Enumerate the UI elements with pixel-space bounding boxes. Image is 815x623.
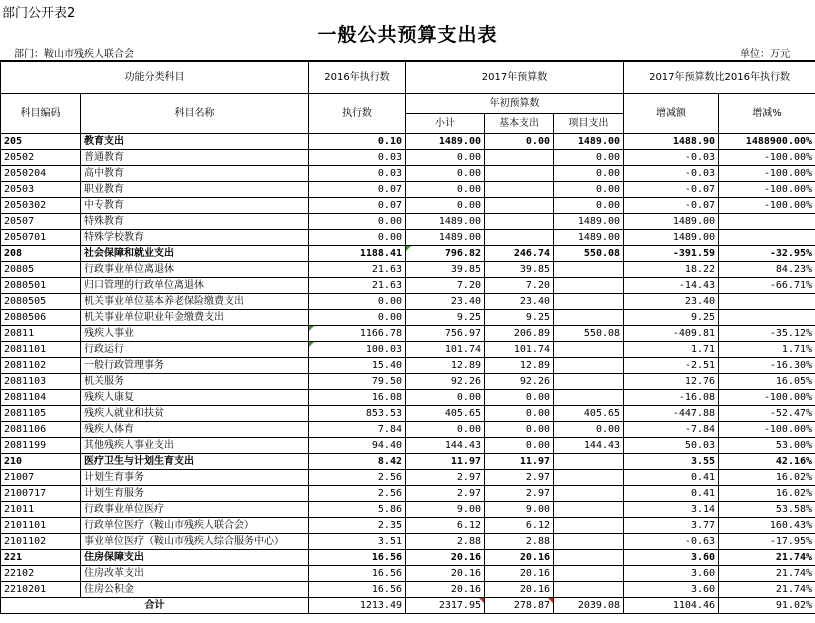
cell-change: -0.03: [624, 150, 719, 166]
cell-change: 9.25: [624, 310, 719, 326]
cell-project: [554, 454, 624, 470]
cell-code: 208: [1, 246, 81, 262]
cell-exec: 79.50: [309, 374, 406, 390]
sheet-name: 部门公开表2: [2, 6, 76, 21]
cell-pct: 1488900.00%: [719, 134, 815, 150]
cell-code: 20507: [1, 214, 81, 230]
table-row: [1, 374, 815, 390]
header-pct: 增减%: [719, 94, 815, 134]
cell-basic: 92.26: [485, 374, 554, 390]
total-change: 1104.46: [624, 598, 719, 614]
cell-exec: 21.63: [309, 262, 406, 278]
cell-project: 550.08: [554, 326, 624, 342]
cell-subtotal: 0.00: [406, 150, 485, 166]
cell-name: 事业单位医疗（鞍山市残疾人综合服务中心）: [81, 534, 309, 550]
cell-code: 221: [1, 550, 81, 566]
cell-basic: 0.00: [485, 134, 554, 150]
cell-exec: 94.40: [309, 438, 406, 454]
table-row: [1, 582, 815, 598]
cell-pct: 42.16%: [719, 454, 815, 470]
cell-basic: 20.16: [485, 566, 554, 582]
cell-project: [554, 310, 624, 326]
cell-subtotal: 6.12: [406, 518, 485, 534]
cell-subtotal: 9.00: [406, 502, 485, 518]
total-label: 合计: [1, 598, 309, 614]
cell-code: 20805: [1, 262, 81, 278]
cell-basic: 23.40: [485, 294, 554, 310]
cell-basic: 2.97: [485, 470, 554, 486]
cell-basic: 2.97: [485, 486, 554, 502]
cell-code: 22102: [1, 566, 81, 582]
cell-change: 18.22: [624, 262, 719, 278]
cell-subtotal: 405.65: [406, 406, 485, 422]
cell-exec: 15.40: [309, 358, 406, 374]
cell-project: 1489.00: [554, 134, 624, 150]
cell-basic: 12.89: [485, 358, 554, 374]
cell-exec: 1188.41: [309, 246, 406, 262]
cell-exec: 0.10: [309, 134, 406, 150]
cell-project: 405.65: [554, 406, 624, 422]
cell-pct: 1.71%: [719, 342, 815, 358]
total-exec: 1213.49: [309, 598, 406, 614]
cell-pct: [719, 294, 815, 310]
cell-basic: 6.12: [485, 518, 554, 534]
cell-change: 3.77: [624, 518, 719, 534]
cell-code: 2080506: [1, 310, 81, 326]
cell-basic: 0.00: [485, 406, 554, 422]
cell-basic: 2.88: [485, 534, 554, 550]
cell-change: 23.40: [624, 294, 719, 310]
cell-exec: 21.63: [309, 278, 406, 294]
cell-subtotal: 1489.00: [406, 214, 485, 230]
cell-subtotal: 796.82: [406, 246, 485, 262]
cell-project: 0.00: [554, 182, 624, 198]
cell-pct: 21.74%: [719, 550, 815, 566]
cell-pct: -17.95%: [719, 534, 815, 550]
cell-project: [554, 470, 624, 486]
cell-pct: 160.43%: [719, 518, 815, 534]
table-row: [1, 566, 815, 582]
cell-pct: -66.71%: [719, 278, 815, 294]
cell-name: 残疾人体育: [81, 422, 309, 438]
total-subtotal: 2317.95: [406, 598, 485, 614]
cell-subtotal: 92.26: [406, 374, 485, 390]
cell-exec: 0.07: [309, 198, 406, 214]
cell-pct: -35.12%: [719, 326, 815, 342]
cell-exec: 3.51: [309, 534, 406, 550]
cell-project: [554, 582, 624, 598]
cell-code: 2210201: [1, 582, 81, 598]
cell-pct: 21.74%: [719, 582, 815, 598]
header-name: 科目名称: [81, 94, 309, 134]
cell-project: 0.00: [554, 422, 624, 438]
cell-pct: [719, 310, 815, 326]
cell-name: 计划生育服务: [81, 486, 309, 502]
cell-name: 职业教育: [81, 182, 309, 198]
cell-pct: -100.00%: [719, 182, 815, 198]
cell-name: 特殊教育: [81, 214, 309, 230]
cell-code: 2050204: [1, 166, 81, 182]
unit-label: 单位：万元: [740, 49, 790, 60]
cell-subtotal: 0.00: [406, 198, 485, 214]
cell-subtotal: 0.00: [406, 182, 485, 198]
header-basic: 基本支出: [485, 114, 554, 134]
cell-code: 20811: [1, 326, 81, 342]
cell-exec: 2.56: [309, 470, 406, 486]
cell-project: [554, 278, 624, 294]
cell-basic: 20.16: [485, 550, 554, 566]
cell-project: [554, 566, 624, 582]
cell-subtotal: 144.43: [406, 438, 485, 454]
cell-exec: 0.03: [309, 150, 406, 166]
cell-exec: 0.00: [309, 310, 406, 326]
cell-pct: -52.47%: [719, 406, 815, 422]
cell-exec: 16.08: [309, 390, 406, 406]
cell-project: [554, 502, 624, 518]
cell-change: -447.88: [624, 406, 719, 422]
cell-change: -0.63: [624, 534, 719, 550]
cell-change: -0.03: [624, 166, 719, 182]
header-change: 增减额: [624, 94, 719, 134]
total-project: 2039.08: [554, 598, 624, 614]
cell-name: 计划生育事务: [81, 470, 309, 486]
cell-change: 1489.00: [624, 214, 719, 230]
cell-name: 残疾人就业和扶贫: [81, 406, 309, 422]
cell-change: -0.07: [624, 198, 719, 214]
cell-code: 21007: [1, 470, 81, 486]
cell-basic: 101.74: [485, 342, 554, 358]
cell-subtotal: 9.25: [406, 310, 485, 326]
cell-project: 550.08: [554, 246, 624, 262]
cell-change: 3.14: [624, 502, 719, 518]
cell-exec: 100.03: [309, 342, 406, 358]
cell-code: 20502: [1, 150, 81, 166]
cell-subtotal: 20.16: [406, 582, 485, 598]
cell-subtotal: 39.85: [406, 262, 485, 278]
budget-table: [0, 61, 815, 614]
cell-pct: -100.00%: [719, 198, 815, 214]
cell-basic: 20.16: [485, 582, 554, 598]
cell-project: [554, 390, 624, 406]
cell-name: 行政事业单位离退休: [81, 262, 309, 278]
cell-name: 住房公积金: [81, 582, 309, 598]
cell-code: 2081101: [1, 342, 81, 358]
cell-subtotal: 0.00: [406, 390, 485, 406]
cell-exec: 7.84: [309, 422, 406, 438]
cell-project: [554, 342, 624, 358]
cell-pct: -32.95%: [719, 246, 815, 262]
cell-name: 残疾人康复: [81, 390, 309, 406]
cell-change: 0.41: [624, 470, 719, 486]
cell-basic: 0.00: [485, 438, 554, 454]
cell-pct: 16.05%: [719, 374, 815, 390]
header-exec2016: 2016年执行数: [309, 62, 406, 94]
cell-subtotal: 20.16: [406, 566, 485, 582]
cell-name: 归口管理的行政单位离退休: [81, 278, 309, 294]
cell-pct: -16.30%: [719, 358, 815, 374]
cell-project: [554, 262, 624, 278]
cell-pct: 84.23%: [719, 262, 815, 278]
cell-pct: -100.00%: [719, 150, 815, 166]
cell-change: -409.81: [624, 326, 719, 342]
cell-change: -14.43: [624, 278, 719, 294]
table-row: [1, 262, 815, 278]
cell-pct: -100.00%: [719, 422, 815, 438]
cell-project: [554, 534, 624, 550]
cell-project: [554, 358, 624, 374]
cell-code: 2081103: [1, 374, 81, 390]
cell-basic: 0.00: [485, 422, 554, 438]
cell-change: 3.60: [624, 566, 719, 582]
cell-basic: 206.89: [485, 326, 554, 342]
cell-basic: 11.97: [485, 454, 554, 470]
cell-code: 21011: [1, 502, 81, 518]
cell-project: 0.00: [554, 150, 624, 166]
cell-basic: [485, 214, 554, 230]
cell-code: 2100717: [1, 486, 81, 502]
header-initial: 年初预算数: [406, 94, 624, 114]
cell-project: [554, 550, 624, 566]
total-basic: 278.87: [485, 598, 554, 614]
cell-change: 3.60: [624, 582, 719, 598]
page-title: 一般公共预算支出表: [317, 24, 498, 46]
cell-pct: -100.00%: [719, 166, 815, 182]
cell-code: 2050701: [1, 230, 81, 246]
cell-project: [554, 486, 624, 502]
cell-code: 2081105: [1, 406, 81, 422]
cell-basic: 39.85: [485, 262, 554, 278]
cell-subtotal: 12.89: [406, 358, 485, 374]
table-row: [1, 326, 815, 342]
cell-exec: 8.42: [309, 454, 406, 470]
cell-code: 2081199: [1, 438, 81, 454]
cell-name: 残疾人事业: [81, 326, 309, 342]
cell-subtotal: 2.88: [406, 534, 485, 550]
cell-pct: 21.74%: [719, 566, 815, 582]
cell-subtotal: 7.20: [406, 278, 485, 294]
cell-code: 2050302: [1, 198, 81, 214]
cell-exec: 16.56: [309, 566, 406, 582]
cell-change: -0.07: [624, 182, 719, 198]
cell-pct: [719, 230, 815, 246]
cell-project: [554, 294, 624, 310]
cell-name: 机关服务: [81, 374, 309, 390]
cell-subtotal: 0.00: [406, 422, 485, 438]
cell-exec: 0.00: [309, 214, 406, 230]
cell-name: 一般行政管理事务: [81, 358, 309, 374]
cell-exec: 0.00: [309, 230, 406, 246]
cell-name: 高中教育: [81, 166, 309, 182]
table-row: [1, 294, 815, 310]
cell-subtotal: 23.40: [406, 294, 485, 310]
cell-basic: [485, 166, 554, 182]
cell-subtotal: 11.97: [406, 454, 485, 470]
cell-code: 205: [1, 134, 81, 150]
table-row: [1, 406, 815, 422]
cell-project: 0.00: [554, 198, 624, 214]
cell-name: 其他残疾人事业支出: [81, 438, 309, 454]
cell-pct: 53.58%: [719, 502, 815, 518]
table-row: [1, 230, 815, 246]
cell-subtotal: 756.97: [406, 326, 485, 342]
cell-basic: [485, 198, 554, 214]
cell-code: 2080505: [1, 294, 81, 310]
cell-change: -16.08: [624, 390, 719, 406]
cell-change: -7.84: [624, 422, 719, 438]
cell-exec: 0.07: [309, 182, 406, 198]
cell-change: -2.51: [624, 358, 719, 374]
cell-code: 20503: [1, 182, 81, 198]
cell-change: 50.03: [624, 438, 719, 454]
cell-name: 行政单位医疗（鞍山市残疾人联合会）: [81, 518, 309, 534]
cell-change: 1.71: [624, 342, 719, 358]
header-budget2017: 2017年预算数: [406, 62, 624, 94]
cell-pct: 53.00%: [719, 438, 815, 454]
cell-exec: 16.56: [309, 550, 406, 566]
table-row: [1, 486, 815, 502]
table-row: [1, 422, 815, 438]
header-code: 科目编码: [1, 94, 81, 134]
cell-change: 1488.90: [624, 134, 719, 150]
header-exec: 执行数: [309, 94, 406, 134]
table-row: [1, 166, 815, 182]
cell-code: 2101101: [1, 518, 81, 534]
cell-basic: 246.74: [485, 246, 554, 262]
table-row: [1, 438, 815, 454]
cell-exec: 16.56: [309, 582, 406, 598]
cell-name: 机关事业单位职业年金缴费支出: [81, 310, 309, 326]
cell-code: 2080501: [1, 278, 81, 294]
cell-change: 3.55: [624, 454, 719, 470]
table-row: [1, 518, 815, 534]
header-project: 项目支出: [554, 114, 624, 134]
table-row: [1, 470, 815, 486]
table-row: [1, 198, 815, 214]
cell-project: 0.00: [554, 166, 624, 182]
table-row: [1, 358, 815, 374]
cell-name: 特殊学校教育: [81, 230, 309, 246]
cell-pct: 16.02%: [719, 470, 815, 486]
cell-name: 普通教育: [81, 150, 309, 166]
cell-exec: 2.35: [309, 518, 406, 534]
cell-change: 12.76: [624, 374, 719, 390]
cell-pct: 16.02%: [719, 486, 815, 502]
cell-pct: -100.00%: [719, 390, 815, 406]
table-row: [1, 134, 815, 150]
cell-name: 中专教育: [81, 198, 309, 214]
cell-name: 行政事业单位医疗: [81, 502, 309, 518]
table-row: [1, 454, 815, 470]
cell-basic: 9.25: [485, 310, 554, 326]
cell-project: [554, 374, 624, 390]
cell-basic: 0.00: [485, 390, 554, 406]
cell-project: 1489.00: [554, 214, 624, 230]
table-row: [1, 310, 815, 326]
header-category: 功能分类科目: [1, 62, 309, 94]
table-row: [1, 342, 815, 358]
cell-name: 住房保障支出: [81, 550, 309, 566]
cell-code: 2101102: [1, 534, 81, 550]
cell-basic: [485, 150, 554, 166]
table-row: [1, 246, 815, 262]
cell-change: 1489.00: [624, 230, 719, 246]
cell-project: 144.43: [554, 438, 624, 454]
cell-basic: [485, 230, 554, 246]
table-row: [1, 150, 815, 166]
cell-name: 机关事业单位基本养老保险缴费支出: [81, 294, 309, 310]
cell-exec: 0.03: [309, 166, 406, 182]
cell-basic: 9.00: [485, 502, 554, 518]
cell-code: 210: [1, 454, 81, 470]
cell-code: 2081102: [1, 358, 81, 374]
cell-project: [554, 518, 624, 534]
cell-change: -391.59: [624, 246, 719, 262]
cell-subtotal: 101.74: [406, 342, 485, 358]
cell-code: 2081106: [1, 422, 81, 438]
cell-basic: 7.20: [485, 278, 554, 294]
cell-project: 1489.00: [554, 230, 624, 246]
cell-exec: 2.56: [309, 486, 406, 502]
header-compare: 2017年预算数比2016年执行数: [624, 62, 815, 94]
table-row: [1, 550, 815, 566]
table-row: [1, 502, 815, 518]
table-row: [1, 390, 815, 406]
cell-name: 教育支出: [81, 134, 309, 150]
cell-subtotal: 1489.00: [406, 134, 485, 150]
header-subtotal: 小计: [406, 114, 485, 134]
cell-subtotal: 20.16: [406, 550, 485, 566]
cell-exec: 0.00: [309, 294, 406, 310]
table-row: [1, 214, 815, 230]
cell-exec: 853.53: [309, 406, 406, 422]
cell-code: 2081104: [1, 390, 81, 406]
table-row: [1, 534, 815, 550]
table-row: [1, 182, 815, 198]
cell-name: 住房改革支出: [81, 566, 309, 582]
cell-basic: [485, 182, 554, 198]
cell-exec: 5.86: [309, 502, 406, 518]
cell-change: 0.41: [624, 486, 719, 502]
cell-name: 行政运行: [81, 342, 309, 358]
cell-pct: [719, 214, 815, 230]
cell-exec: 1166.78: [309, 326, 406, 342]
cell-name: 医疗卫生与计划生育支出: [81, 454, 309, 470]
total-pct: 91.02%: [719, 598, 815, 614]
cell-subtotal: 2.97: [406, 470, 485, 486]
total-row: [1, 598, 815, 614]
department-label: 部门：鞍山市残疾人联合会: [14, 49, 134, 60]
table-row: [1, 278, 815, 294]
cell-change: 3.60: [624, 550, 719, 566]
cell-subtotal: 2.97: [406, 486, 485, 502]
cell-subtotal: 0.00: [406, 166, 485, 182]
cell-name: 社会保障和就业支出: [81, 246, 309, 262]
cell-subtotal: 1489.00: [406, 230, 485, 246]
